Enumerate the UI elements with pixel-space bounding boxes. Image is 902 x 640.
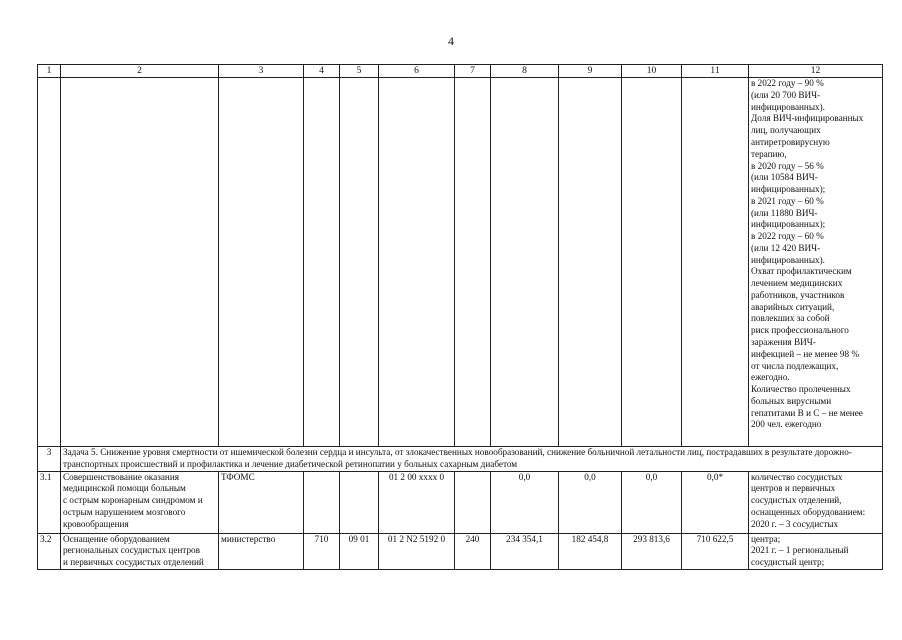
indicator-line: (или 11880 ВИЧ-: [751, 207, 818, 218]
row-number: 3.1: [38, 471, 61, 533]
indicator-line: заражения ВИЧ-: [751, 337, 816, 347]
indicator-line: Доля ВИЧ-инфицированных: [751, 113, 864, 124]
header-col-5: 5: [340, 65, 379, 78]
indicator-line: ежегодно.: [751, 372, 790, 383]
header-col-1: 1: [38, 65, 61, 78]
col-9-value: 182 454,8: [559, 533, 622, 569]
col-5-value: 09 01: [340, 533, 379, 569]
header-col-11: 11: [682, 65, 749, 78]
col-11-value: 0,0*: [682, 471, 749, 533]
header-col-8: 8: [491, 65, 559, 78]
indicator-line: Количество пролеченных: [751, 384, 851, 395]
col-5-value: [340, 471, 379, 533]
header-row: [38, 65, 883, 78]
indicator-line: инфицированных).: [751, 101, 825, 112]
col-11-value: 710 622,5: [682, 533, 749, 569]
col-10-value: 0,0: [622, 471, 682, 533]
indicators-cell: [749, 78, 883, 447]
indicator-line: терапию,: [751, 148, 787, 159]
header-col-4: 4: [304, 65, 340, 78]
indicator-line: лечением медицинских: [751, 278, 843, 289]
indicator-line: аварийных ситуаций,: [751, 301, 835, 312]
indicator-line: инфицированных);: [751, 219, 826, 230]
header-col-12: 12: [749, 65, 883, 78]
col-6-value: 01 2 00 хххх 0: [379, 471, 455, 533]
indicator-line: Охват профилактическим: [751, 266, 852, 277]
indicator-line: (или 12 420 ВИЧ-: [751, 242, 821, 253]
program-table: [37, 64, 883, 570]
indicator-line: гепатитами В и С – не менее: [751, 407, 863, 418]
col-8-value: 0,0: [491, 471, 559, 533]
indicator-line: в 2022 году – 90 %: [751, 78, 824, 89]
page-number: 4: [448, 34, 454, 48]
col-7-value: 240: [455, 533, 491, 569]
task-number: 3: [38, 447, 61, 472]
indicator-line: в 2021 году – 60 %: [751, 195, 824, 206]
table-row: [38, 533, 883, 569]
executor: ТФОМС: [219, 471, 304, 533]
indicators-cell: центра; 2021 г. – 1 региональный сосудистый центр;: [749, 533, 883, 569]
indicator-line: работников, участников: [751, 289, 845, 300]
indicator-line: повлекших за собой: [751, 313, 830, 324]
col-7-value: [455, 471, 491, 533]
continuation-row: [38, 78, 883, 447]
header-col-6: 6: [379, 65, 455, 78]
executor: министерство: [219, 533, 304, 569]
indicator-line: в 2020 году – 56 %: [751, 160, 824, 171]
indicator-line: риск профессионального: [751, 325, 849, 336]
indicator-line: инфекцией – не менее 98 %: [751, 348, 860, 359]
activity-name: Совершенствование оказания медицинской помощи больным с острым коронарным синдромом и острым нарушением мозгового кровообращения: [61, 471, 219, 533]
indicator-line: от числа подлежащих,: [751, 360, 839, 371]
indicator-line: инфицированных).: [751, 254, 825, 265]
col-8-value: 234 354,1: [491, 533, 559, 569]
indicator-line: (или 10584 ВИЧ-: [751, 172, 818, 183]
header-col-3: 3: [219, 65, 304, 78]
indicator-line: в 2022 году – 60 %: [751, 231, 824, 242]
indicator-line: антиретровирусную: [751, 136, 830, 147]
row-number: 3.2: [38, 533, 61, 569]
col-9-value: 0,0: [559, 471, 622, 533]
header-col-2: 2: [61, 65, 219, 78]
col-10-value: 293 813,6: [622, 533, 682, 569]
indicator-line: лиц, получающих: [751, 125, 821, 136]
col-4-value: 710: [304, 533, 340, 569]
header-col-9: 9: [559, 65, 622, 78]
activity-name: Оснащение оборудованием региональных сосудистых центров и первичных сосудистых отделений: [61, 533, 219, 569]
indicator-line: инфицированных);: [751, 184, 826, 195]
indicators-cell: количество сосудистых центров и первичных сосудистых отделений, оснащенных оборудованием: 2020 г. – 3 сосудистых: [749, 471, 883, 533]
indicator-line: 200 чел. ежегодно: [751, 419, 822, 430]
task-text: Задача 5. Снижение уровня смертности от ишемической болезни сердца и инсульта, от злокачественных новообразований, снижение больничной летальности лиц, пострадавших в результате дорожно-транспортных происшествий и профилактика и лечение диабетической ретинопатии у больных сахарным диабетом: [61, 447, 883, 472]
indicator-line: (или 20 700 ВИЧ-: [751, 89, 821, 100]
table-row: [38, 471, 883, 533]
indicator-line: больных вирусными: [751, 395, 832, 406]
task-row: [38, 447, 883, 472]
header-col-7: 7: [455, 65, 491, 78]
col-4-value: [304, 471, 340, 533]
header-col-10: 10: [622, 65, 682, 78]
col-6-value: 01 2 N2 5192 0: [379, 533, 455, 569]
